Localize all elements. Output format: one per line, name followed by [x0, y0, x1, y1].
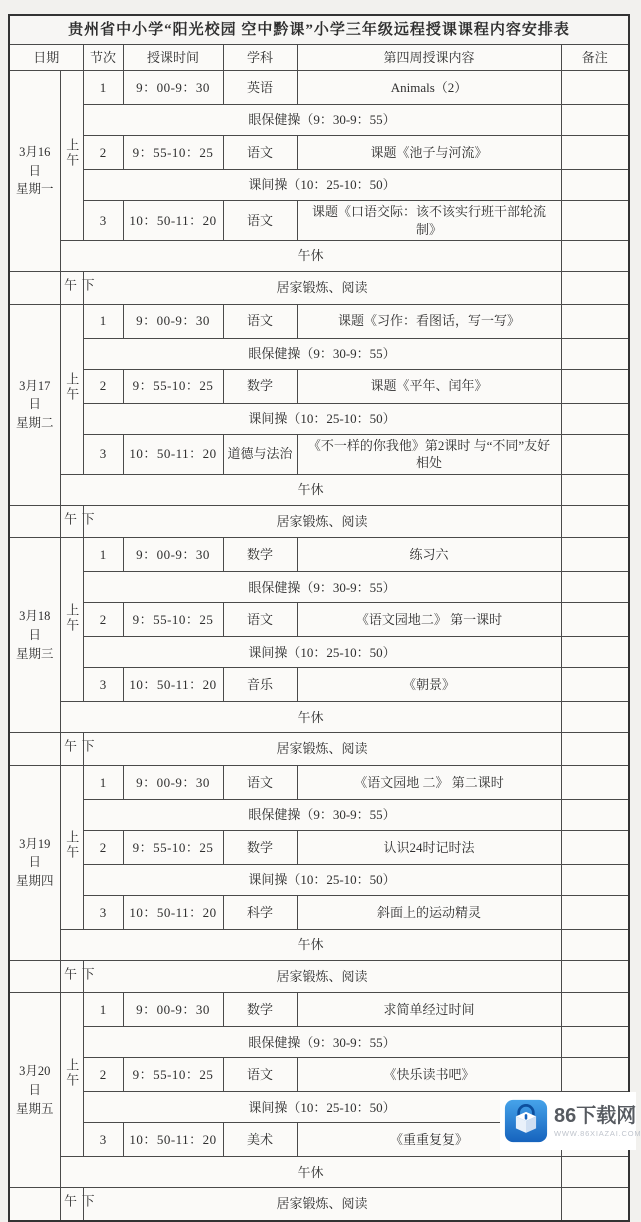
afternoon-row [9, 1188, 629, 1221]
period-row [9, 993, 629, 1027]
period-row [9, 136, 629, 170]
timetable [8, 14, 630, 1222]
period-content: 课题《平年、闰年》 [297, 369, 561, 403]
col-header-date: 日期 [9, 45, 83, 71]
pm-cell: 下午 [60, 1188, 83, 1221]
remark-cell [561, 304, 629, 338]
lunch-row [9, 241, 629, 272]
period-subject: 语文 [223, 765, 297, 799]
remark-cell [561, 201, 629, 241]
recess-row [9, 637, 629, 668]
recess-cell: 课间操（10：25-10：50） [83, 637, 561, 668]
period-row [9, 668, 629, 702]
period-content: 《语文园地二》 第一课时 [297, 603, 561, 637]
pm-cell: 下午 [60, 960, 83, 993]
title-section [9, 15, 629, 71]
date-cell-empty [9, 272, 60, 305]
remark-cell [561, 960, 629, 993]
remark-cell [561, 338, 629, 369]
period-subject: 音乐 [223, 668, 297, 702]
remark-cell [561, 765, 629, 799]
eye-exercise-row [9, 338, 629, 369]
eye-exercise-row [9, 572, 629, 603]
lunch-row [9, 1157, 629, 1188]
period-subject: 道德与法治 [223, 434, 297, 474]
period-time: 9：00-9：30 [123, 538, 223, 572]
remark-cell [561, 864, 629, 895]
period-row [9, 201, 629, 241]
remark-cell [561, 170, 629, 201]
pm-cell: 下午 [60, 505, 83, 538]
period-content: 课题《习作：看图话，写一写》 [297, 304, 561, 338]
period-subject: 语文 [223, 136, 297, 170]
remark-cell [561, 105, 629, 136]
period-row [9, 765, 629, 799]
lunch-row [9, 702, 629, 733]
period-no: 3 [83, 434, 123, 474]
day-block-tue [9, 304, 629, 538]
period-subject: 美术 [223, 1123, 297, 1157]
period-content: 《重重复复》 [297, 1123, 561, 1157]
afternoon-row [9, 733, 629, 766]
period-row [9, 603, 629, 637]
date-cell [9, 538, 60, 733]
period-time: 9：55-10：25 [123, 830, 223, 864]
date-text: 3月19日 [19, 836, 51, 870]
date-text: 3月18日 [19, 609, 51, 642]
period-row [9, 71, 629, 105]
afternoon-row [9, 505, 629, 538]
day-block-wed [9, 538, 629, 766]
period-row [9, 895, 629, 929]
weekday-text: 星期二 [15, 416, 54, 431]
period-no: 2 [83, 1058, 123, 1092]
day-block-mon [9, 71, 629, 305]
period-time: 10：50-11：20 [123, 668, 223, 702]
remark-cell [561, 474, 629, 505]
eye-exercise-cell: 眼保健操（9：30-9：55） [83, 105, 561, 136]
period-subject: 语文 [223, 603, 297, 637]
remark-cell [561, 668, 629, 702]
period-time: 9：55-10：25 [123, 136, 223, 170]
period-row [9, 304, 629, 338]
period-no: 1 [83, 304, 123, 338]
period-content: 课题《池子与河流》 [297, 136, 561, 170]
date-cell-empty [9, 1188, 60, 1221]
remark-cell [561, 71, 629, 105]
period-row [9, 538, 629, 572]
period-row [9, 369, 629, 403]
remark-cell [561, 637, 629, 668]
watermark-site-url: WWW.86XIAZAI.COM [554, 1128, 641, 1138]
eye-exercise-row [9, 799, 629, 830]
download-site-logo-icon [504, 1099, 548, 1143]
period-no: 1 [83, 538, 123, 572]
remark-cell [561, 1157, 629, 1188]
period-no: 2 [83, 369, 123, 403]
period-subject: 语文 [223, 201, 297, 241]
date-cell [9, 993, 60, 1188]
afternoon-activity-cell: 居家锻炼、阅读 [83, 960, 561, 993]
period-content: 《不一样的你我他》第2课时 与“不同”友好相处 [297, 434, 561, 474]
lunch-cell: 午休 [60, 474, 561, 505]
lunch-cell: 午休 [60, 702, 561, 733]
period-no: 3 [83, 1123, 123, 1157]
remark-cell [561, 136, 629, 170]
afternoon-activity-cell: 居家锻炼、阅读 [83, 272, 561, 305]
period-content: 认识24时记时法 [297, 830, 561, 864]
lunch-cell: 午休 [60, 241, 561, 272]
pm-cell: 下午 [60, 272, 83, 305]
period-no: 1 [83, 993, 123, 1027]
recess-row [9, 403, 629, 434]
lunch-row [9, 929, 629, 960]
period-time: 9：55-10：25 [123, 1058, 223, 1092]
remark-cell [561, 1188, 629, 1221]
period-time: 9：00-9：30 [123, 304, 223, 338]
remark-cell [561, 505, 629, 538]
period-time: 9：55-10：25 [123, 603, 223, 637]
remark-cell [561, 993, 629, 1027]
remark-cell [561, 572, 629, 603]
period-subject: 数学 [223, 538, 297, 572]
date-cell [9, 304, 60, 505]
watermark-brand: 86下载网 [554, 1104, 637, 1127]
remark-cell [561, 895, 629, 929]
recess-cell: 课间操（10：25-10：50） [83, 1092, 561, 1123]
remark-cell [561, 733, 629, 766]
period-content: 《语文园地 二》 第二课时 [297, 765, 561, 799]
page-title: 贵州省中小学“阳光校园 空中黔课”小学三年级远程授课课程内容安排表 [9, 15, 629, 45]
period-no: 3 [83, 201, 123, 241]
date-text: 3月17日 [19, 378, 51, 412]
period-time: 9：00-9：30 [123, 765, 223, 799]
period-subject: 英语 [223, 71, 297, 105]
day-block-thu [9, 765, 629, 993]
weekday-text: 星期五 [15, 1101, 54, 1116]
period-time: 10：50-11：20 [123, 1123, 223, 1157]
afternoon-row [9, 272, 629, 305]
period-content: 课题《口语交际：该不该实行班干部轮流制》 [297, 201, 561, 241]
eye-exercise-cell: 眼保健操（9：30-9：55） [83, 799, 561, 830]
eye-exercise-cell: 眼保健操（9：30-9：55） [83, 1027, 561, 1058]
period-subject: 数学 [223, 830, 297, 864]
date-cell-empty [9, 733, 60, 766]
period-time: 10：50-11：20 [123, 201, 223, 241]
am-cell: 上午 [60, 538, 83, 702]
remark-cell [561, 403, 629, 434]
header-row [9, 45, 629, 71]
date-text: 3月20日 [19, 1064, 51, 1097]
remark-cell [561, 830, 629, 864]
period-row [9, 1058, 629, 1092]
eye-exercise-cell: 眼保健操（9：30-9：55） [83, 338, 561, 369]
period-time: 10：50-11：20 [123, 434, 223, 474]
period-subject: 语文 [223, 1058, 297, 1092]
recess-row [9, 864, 629, 895]
date-cell [9, 71, 60, 272]
remark-cell [561, 241, 629, 272]
remark-cell [561, 538, 629, 572]
afternoon-row [9, 960, 629, 993]
period-content: 《快乐读书吧》 [297, 1058, 561, 1092]
recess-cell: 课间操（10：25-10：50） [83, 403, 561, 434]
period-subject: 数学 [223, 369, 297, 403]
remark-cell [561, 799, 629, 830]
remark-cell [561, 272, 629, 305]
period-content: Animals（2） [297, 71, 561, 105]
col-header-period: 节次 [83, 45, 123, 71]
period-subject: 科学 [223, 895, 297, 929]
am-cell: 上午 [60, 71, 83, 241]
period-no: 3 [83, 895, 123, 929]
remark-cell [561, 1027, 629, 1058]
period-subject: 数学 [223, 993, 297, 1027]
afternoon-activity-cell: 居家锻炼、阅读 [83, 733, 561, 766]
col-header-time: 授课时间 [123, 45, 223, 71]
timetable-sheet [8, 14, 628, 1222]
period-no: 2 [83, 136, 123, 170]
lunch-row [9, 474, 629, 505]
am-cell: 上午 [60, 304, 83, 474]
col-header-content: 第四周授课内容 [297, 45, 561, 71]
date-text: 3月16日 [19, 144, 51, 178]
weekday-text: 星期一 [15, 182, 54, 197]
col-header-remark: 备注 [561, 45, 629, 71]
remark-cell [561, 369, 629, 403]
afternoon-activity-cell: 居家锻炼、阅读 [83, 1188, 561, 1221]
remark-cell [561, 434, 629, 474]
period-subject: 语文 [223, 304, 297, 338]
eye-exercise-row [9, 1027, 629, 1058]
period-content: 《朝景》 [297, 668, 561, 702]
recess-cell: 课间操（10：25-10：50） [83, 170, 561, 201]
period-no: 3 [83, 668, 123, 702]
period-time: 9：00-9：30 [123, 993, 223, 1027]
date-cell-empty [9, 505, 60, 538]
remark-cell [561, 929, 629, 960]
period-time: 9：55-10：25 [123, 369, 223, 403]
pm-cell: 下午 [60, 733, 83, 766]
afternoon-activity-cell: 居家锻炼、阅读 [83, 505, 561, 538]
date-cell-empty [9, 960, 60, 993]
am-cell: 上午 [60, 765, 83, 929]
period-time: 9：00-9：30 [123, 71, 223, 105]
period-no: 1 [83, 765, 123, 799]
weekday-text: 星期四 [15, 874, 54, 889]
eye-exercise-row [9, 105, 629, 136]
recess-row [9, 170, 629, 201]
period-content: 求简单经过时间 [297, 993, 561, 1027]
date-cell [9, 765, 60, 960]
period-no: 1 [83, 71, 123, 105]
am-cell: 上午 [60, 993, 83, 1157]
lunch-cell: 午休 [60, 929, 561, 960]
recess-cell: 课间操（10：25-10：50） [83, 864, 561, 895]
period-row [9, 434, 629, 474]
watermark-badge [500, 1092, 641, 1150]
remark-cell [561, 702, 629, 733]
lunch-cell: 午休 [60, 1157, 561, 1188]
weekday-text: 星期三 [15, 646, 54, 661]
period-row [9, 830, 629, 864]
period-time: 10：50-11：20 [123, 895, 223, 929]
eye-exercise-cell: 眼保健操（9：30-9：55） [83, 572, 561, 603]
remark-cell [561, 603, 629, 637]
period-content: 斜面上的运动精灵 [297, 895, 561, 929]
period-no: 2 [83, 830, 123, 864]
period-content: 练习六 [297, 538, 561, 572]
remark-cell [561, 1058, 629, 1092]
period-no: 2 [83, 603, 123, 637]
col-header-subject: 学科 [223, 45, 297, 71]
